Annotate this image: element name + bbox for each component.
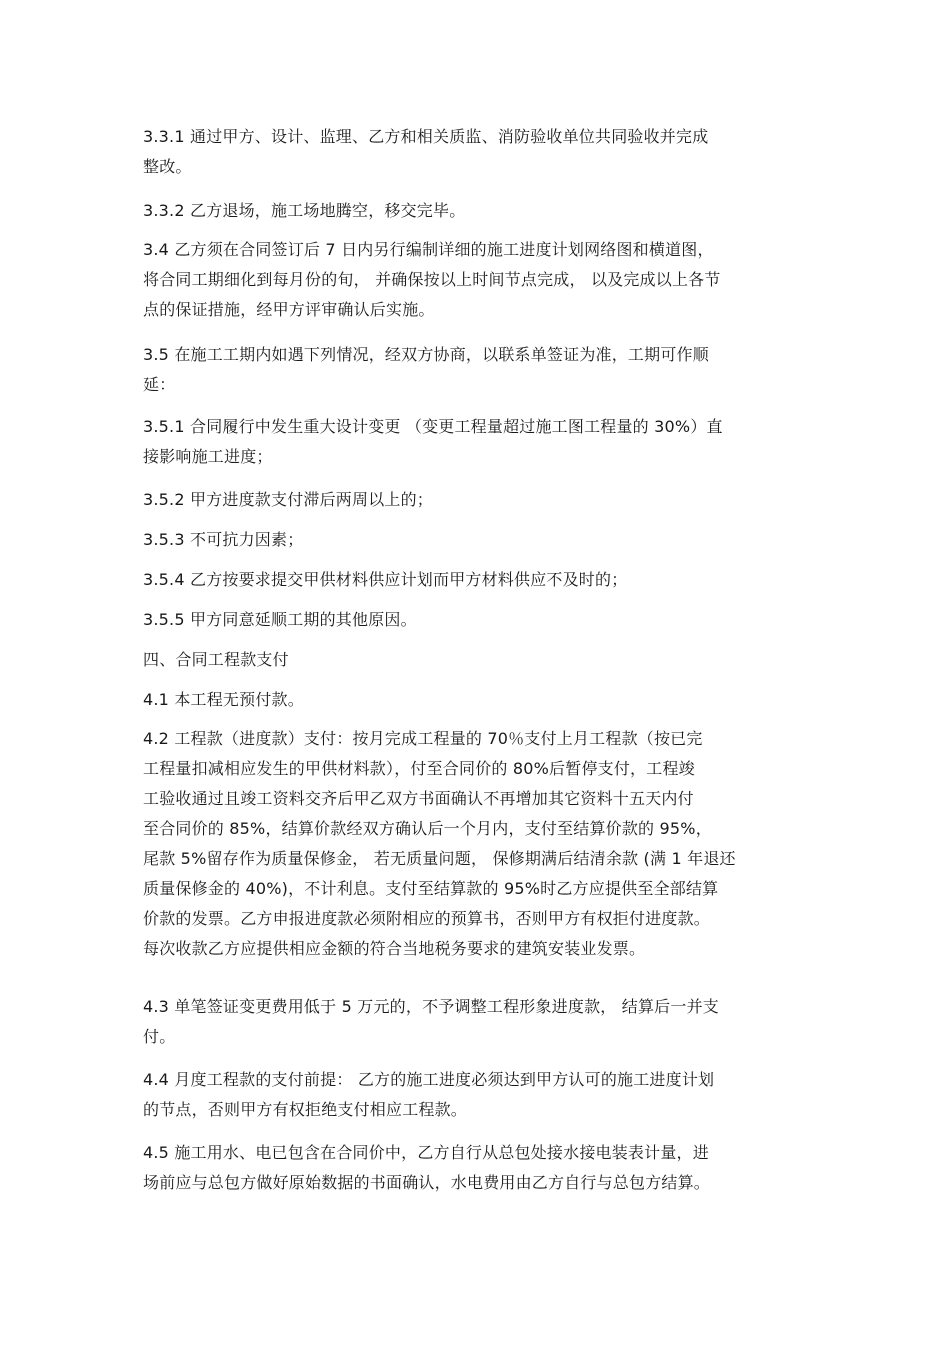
text-line: 接影响施工进度；: [143, 447, 273, 466]
paragraph-3-3-1: [143, 122, 813, 182]
text-line: 每次收款乙方应提供相应金额的符合当地税务要求的建筑安装业发票。: [143, 939, 646, 958]
text-line: 延：: [143, 375, 176, 394]
text-line: 4.2 工程款（进度款）支付：按月完成工程量的 70％支付上月工程款（按已完: [143, 729, 703, 748]
paragraph-4-3: [143, 992, 813, 1052]
text-line: 尾款 5%留存作为质量保修金， 若无质量问题， 保修期满后结清余款 (满 1 年退还: [143, 849, 736, 868]
section-heading-4: [143, 645, 813, 675]
paragraph-4-2: [143, 724, 813, 964]
text-line: 3.5.2 甲方进度款支付滞后两周以上的；: [143, 490, 433, 509]
paragraph-4-1: [143, 685, 813, 715]
text-line: 至合同价的 85%，结算价款经双方确认后一个月内，支付至结算价款的 95%，: [143, 819, 712, 838]
section-heading-text: 四、合同工程款支付: [143, 650, 289, 669]
text-line: 4.5 施工用水、电已包含在合同价中，乙方自行从总包处接水接电装表计量，进: [143, 1143, 709, 1162]
paragraph-3-5: [143, 340, 813, 400]
paragraph-3-5-2: [143, 485, 813, 515]
text-line: 4.3 单笔签证变更费用低于 5 万元的，不予调整工程形象进度款， 结算后一并支: [143, 997, 719, 1016]
text-line: 4.4 月度工程款的支付前提： 乙方的施工进度必须达到甲方认可的施工进度计划: [143, 1070, 715, 1089]
paragraph-3-3-2: [143, 196, 813, 226]
text-line: 价款的发票。乙方申报进度款必须附相应的预算书，否则甲方有权拒付进度款。: [143, 909, 711, 928]
text-line: 工验收通过且竣工资料交齐后甲乙双方书面确认不再增加其它资料十五天内付: [143, 789, 694, 808]
paragraph-3-5-4: [143, 565, 813, 595]
text-line: 3.5.1 合同履行中发生重大设计变更 （变更工程量超过施工图工程量的 30%）直: [143, 417, 723, 436]
text-line: 4.1 本工程无预付款。: [143, 690, 304, 709]
text-line: 的节点，否则甲方有权拒绝支付相应工程款。: [143, 1100, 468, 1119]
text-line: 3.5.5 甲方同意延顺工期的其他原因。: [143, 610, 417, 629]
text-line: 将合同工期细化到每月份的旬， 并确保按以上时间节点完成， 以及完成以上各节: [143, 270, 721, 289]
text-line: 3.3.1 通过甲方、设计、监理、乙方和相关质监、消防验收单位共同验收并完成: [143, 127, 709, 146]
paragraph-4-4: [143, 1065, 813, 1125]
paragraph-3-5-5: [143, 605, 813, 635]
text-line: 点的保证措施，经甲方评审确认后实施。: [143, 300, 435, 319]
paragraph-3-4: [143, 235, 813, 325]
text-line: 3.5.4 乙方按要求提交甲供材料供应计划而甲方材料供应不及时的；: [143, 570, 628, 589]
paragraph-3-5-1: [143, 412, 813, 472]
text-line: 整改。: [143, 157, 192, 176]
text-line: 付。: [143, 1027, 176, 1046]
paragraph-4-5: [143, 1138, 813, 1198]
text-line: 3.5 在施工工期内如遇下列情况，经双方协商，以联系单签证为准，工期可作顺: [143, 345, 709, 364]
text-line: 质量保修金的 40%)，不计利息。支付至结算款的 95%时乙方应提供至全部结算: [143, 879, 719, 898]
text-line: 3.5.3 不可抗力因素；: [143, 530, 304, 549]
paragraph-3-5-3: [143, 525, 813, 555]
text-line: 场前应与总包方做好原始数据的书面确认，水电费用由乙方自行与总包方结算。: [143, 1173, 711, 1192]
text-line: 工程量扣减相应发生的甲供材料款），付至合同价的 80%后暂停支付，工程竣: [143, 759, 695, 778]
text-line: 3.3.2 乙方退场，施工场地腾空，移交完毕。: [143, 201, 466, 220]
text-line: 3.4 乙方须在合同签订后 7 日内另行编制详细的施工进度计划网络图和横道图，: [143, 240, 714, 259]
